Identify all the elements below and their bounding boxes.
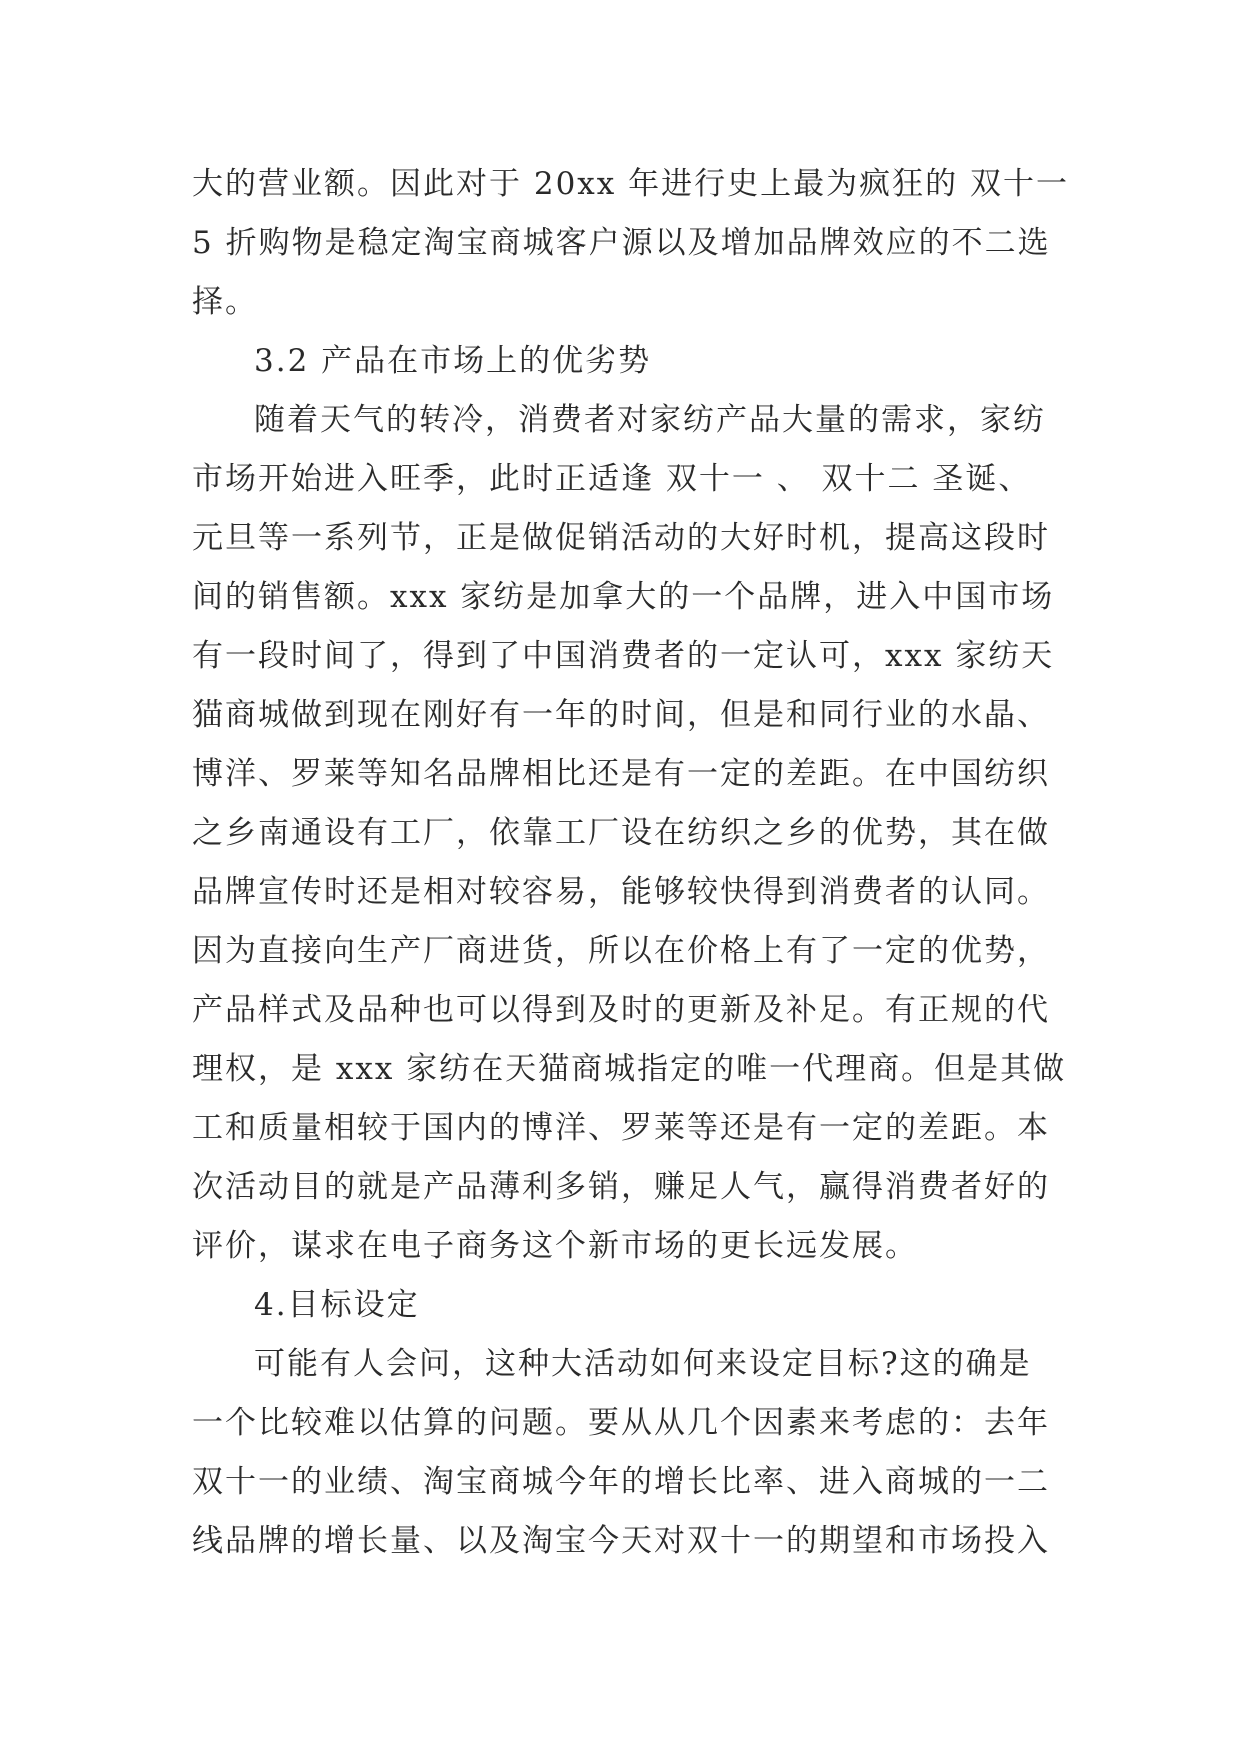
text-line: 之乡南通设有工厂，依靠工厂设在纺织之乡的优势，其在做 xyxy=(192,815,1050,851)
text-line: 博洋、罗莱等知名品牌相比还是有一定的差距。在中国纺织 xyxy=(192,756,1050,792)
section-heading-4: 4.目标设定 xyxy=(254,1287,420,1323)
paragraph-market-advantages xyxy=(192,391,1067,1276)
document-body xyxy=(192,155,1069,1571)
text-line: 评价，谋求在电子商务这个新市场的更长远发展。 xyxy=(192,1228,918,1264)
text-line: 因为直接向生产厂商进货，所以在价格上有了一定的优势， xyxy=(192,933,1050,969)
text-line: 产品样式及品种也可以得到及时的更新及补足。有正规的代 xyxy=(192,992,1050,1028)
text-line: 间的销售额。xxx 家纺是加拿大的一个品牌，进入中国市场 xyxy=(192,579,1055,615)
text-line: 一个比较难以估算的问题。要从从几个因素来考虑的：去年 xyxy=(192,1405,1050,1441)
text-line: 猫商城做到现在刚好有一年的时间，但是和同行业的水晶、 xyxy=(192,697,1050,733)
text-line: 工和质量相较于国内的博洋、罗莱等还是有一定的差距。本 xyxy=(192,1110,1050,1146)
text-line: 市场开始进入旺季，此时正适逢 双十一 、 双十二 圣诞、 xyxy=(192,461,1032,497)
section-heading-3-2: 3.2 产品在市场上的优劣势 xyxy=(254,343,652,379)
text-line: 元旦等一系列节，正是做促销活动的大好时机，提高这段时 xyxy=(192,520,1050,556)
text-line: 5 折购物是稳定淘宝商城客户源以及增加品牌效应的不二选 xyxy=(192,225,1051,261)
text-line: 双十一的业绩、淘宝商城今年的增长比率、进入商城的一二 xyxy=(192,1464,1050,1500)
text-line: 择。 xyxy=(192,284,258,320)
text-line: 大的营业额。因此对于 20xx 年进行史上最为疯狂的 双十一 xyxy=(192,166,1069,202)
paragraph-goal-setting xyxy=(192,1335,1052,1571)
text-line: 有一段时间了，得到了中国消费者的一定认可，xxx 家纺天 xyxy=(192,638,1055,674)
text-line: 理权，是 xxx 家纺在天猫商城指定的唯一代理商。但是其做 xyxy=(192,1051,1067,1087)
text-line: 线品牌的增长量、以及淘宝今天对双十一的期望和市场投入 xyxy=(192,1523,1050,1559)
text-line: 可能有人会问，这种大活动如何来设定目标?这的确是 xyxy=(254,1346,1032,1382)
paragraph-continuation xyxy=(192,155,1069,332)
text-line: 随着天气的转冷，消费者对家纺产品大量的需求，家纺 xyxy=(254,402,1046,438)
text-line: 品牌宣传时还是相对较容易，能够较快得到消费者的认同。 xyxy=(192,874,1050,910)
text-line: 次活动目的就是产品薄利多销，赚足人气，赢得消费者好的 xyxy=(192,1169,1050,1205)
